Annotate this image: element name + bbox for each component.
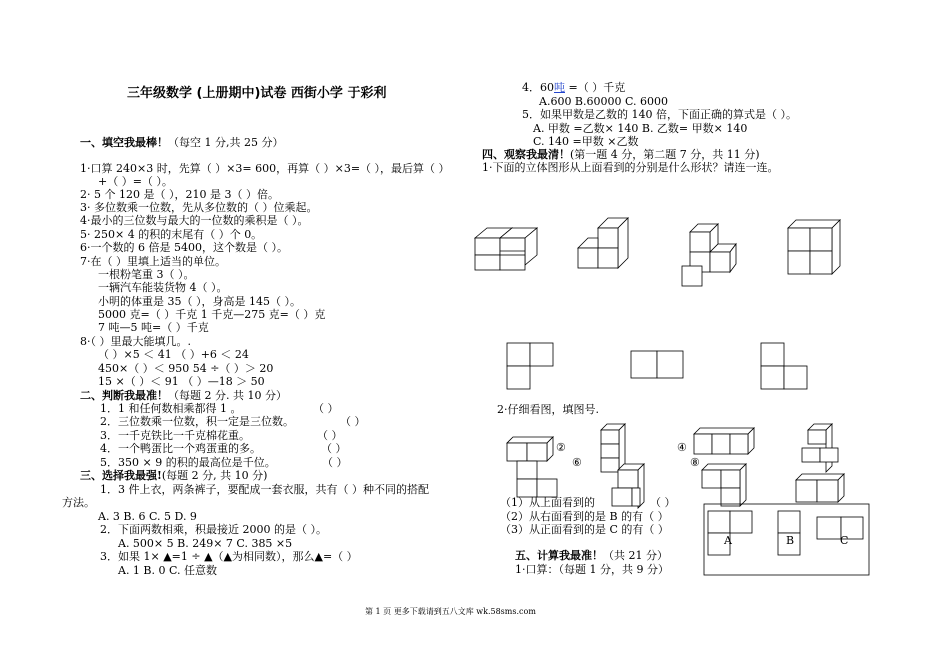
- section-3-title: 三、选择我最强!: [80, 469, 162, 482]
- choice-q4-options: A.600 B.60000 C. 6000: [539, 95, 669, 108]
- section-2-title: 二、判断我最准！: [80, 389, 168, 402]
- choice-q4-pre: 4．60: [522, 81, 554, 94]
- fill-answer-1: [500, 496, 595, 509]
- judge-item: 5．350 × 9 的积的最高位是千位。: [100, 456, 276, 469]
- choice-q1-cont: 方法。: [62, 496, 95, 509]
- judge-item: 3．一千克铁比一千克棉花重。: [100, 429, 250, 442]
- circled-number-2: ②: [556, 441, 566, 454]
- solid-figure-2: [574, 212, 634, 274]
- option-label-b: B: [786, 534, 795, 547]
- page-footer: 第 1 页 更多下载请到五八文库 wk.58sms.com: [365, 607, 536, 616]
- judge-mark: （ ）: [313, 402, 339, 415]
- circled-number-4: ④: [677, 441, 687, 454]
- judge-mark: （ ）: [321, 442, 347, 455]
- section-1-title: 一、填空我最棒！: [80, 136, 168, 149]
- section-4-heading: [482, 148, 760, 161]
- block-figure-6: [608, 460, 650, 512]
- section-2-heading: [80, 389, 287, 402]
- plan-shape-2: [629, 349, 687, 381]
- q8-item: （ ）×5 ＜ 41 （ ）+6 ＜ 24: [98, 348, 249, 361]
- section-3-note: (每题 2 分, 共 10 分): [161, 469, 268, 482]
- page-title: 三年级数学 (上册期中)试卷 西街小学 于彩利: [127, 86, 387, 101]
- q8-line: 8·（ ）里最大能填几。.: [80, 335, 191, 348]
- choice-q3-options: A. 1 B. 0 C. 任意数: [118, 564, 218, 577]
- q7-item: 5000 克=（ ）千克 1 千克—275 克=（ ）克: [98, 308, 326, 321]
- solid-figure-1: [470, 210, 540, 275]
- q8-item: 15 ×（ ）＜ 91 （ ）—18 ＞ 50: [98, 375, 265, 388]
- section-5-note: （共 21 分）: [603, 549, 668, 562]
- observe-q1: 1·下面的立体图形从上面看到的分别是什么形状？请连一连。: [482, 161, 779, 174]
- plan-shape-3: [759, 341, 811, 391]
- choice-q4: [522, 81, 625, 94]
- section-2-note: （每题 2 分. 共 10 分）: [168, 389, 287, 402]
- fill-answer-2: （2）从右面看到的是 B 的有（ ）: [500, 510, 669, 523]
- solid-figure-3: [678, 220, 740, 288]
- q4-line: 4·最小的三位数与最大的一位数的乘积是（ ）。: [80, 214, 309, 227]
- block-figure-1: [503, 433, 555, 505]
- choice-q4-link[interactable]: 吨: [554, 81, 565, 94]
- section-1-note: （每空 1 分,共 25 分）: [168, 136, 284, 149]
- fill-answer-3: （3）从正面看到的是 C 的有（ ）: [500, 523, 669, 536]
- q5-line: 5· 250× 4 的积的末尾有（ ）个 0。: [80, 228, 263, 241]
- observe-q2: 2·仔细看图，填图号.: [497, 403, 599, 416]
- fill-answer-1-text: （1）从上面看到的: [500, 496, 595, 509]
- judge-item: 1．1 和任何数相乘都得 1 。: [100, 402, 242, 415]
- q7-item: 小明的体重是 35（ ），身高是 145（ ）。: [98, 295, 301, 308]
- judge-item: 4．一个鸭蛋比一个鸡蛋重的多。: [100, 442, 261, 455]
- plan-shape-1: [505, 341, 557, 391]
- q1-line: 1·口算 240×3 时，先算（ ）×3= 600，再算（ ）×3=（ ），最后算（ ）: [80, 162, 450, 175]
- choice-q5: 5．如果甲数是乙数的 140 倍，下面正确的算式是（ ）。: [522, 108, 797, 121]
- section-5-heading: [515, 549, 668, 562]
- judge-item: 2．三位数乘一位数，积一定是三位数。: [100, 415, 294, 428]
- option-label-c: C: [840, 534, 849, 547]
- section-4-note: (第一题 4 分，第二题 7 分，共 11 分): [570, 148, 760, 161]
- choice-q4-post: =（ ）千克: [565, 81, 626, 94]
- choice-q2: 2．下面两数相乘，积最接近 2000 的是（ ）。: [100, 523, 327, 536]
- circled-number-6: ⑥: [572, 456, 582, 469]
- choice-q5-options-1: A. 甲数 =乙数× 140 B. 乙数= 甲数× 140: [533, 122, 748, 135]
- q7-line: 7·在（ ）里填上适当的单位。: [80, 255, 226, 268]
- q3-line: 3· 多位数乘一位数，先从多位数的（ ）位乘起。: [80, 201, 318, 214]
- choice-q1-options: A. 3 B. 6 C. 5 D. 9: [98, 510, 197, 523]
- q7-item: 7 吨—5 吨=（ ）千克: [98, 321, 209, 334]
- judge-mark: （ ）: [322, 456, 348, 469]
- option-label-a: A: [724, 534, 732, 547]
- judge-mark: （ ）: [340, 415, 366, 428]
- section-1-heading: [80, 136, 283, 149]
- q1-line-cont: +（ ）=（ ）。: [98, 175, 173, 188]
- section-5-title: 五、计算我最准！: [515, 549, 603, 562]
- calc-q1: 1·口算：（每题 1 分，共 9 分）: [515, 563, 669, 576]
- choice-q3: 3．如果 1× ▲=1 ÷ ▲（▲为相同数），那么▲=（ ）: [100, 550, 358, 563]
- q7-item: 一辆汽车能装货物 4（ ）。: [98, 281, 228, 294]
- q6-line: 6·一个数的 6 倍是 5400，这个数是（ ）。: [80, 241, 288, 254]
- section-4-title: 四、观察我最清！: [482, 148, 570, 161]
- section-3-heading: [80, 469, 267, 482]
- circled-number-8: ⑧: [690, 456, 700, 469]
- q8-item: 450×（ ）＜ 950 54 ÷（ ）＞ 20: [98, 362, 274, 375]
- q2-line: 2· 5 个 120 是（ ），210 是 3（ ）倍。: [80, 188, 279, 201]
- solid-figure-4: [782, 216, 846, 278]
- block-figure-4: [690, 424, 760, 460]
- choice-q1: 1．3 件上衣，两条裤子，要配成一套衣服，共有（ ）种不同的搭配: [100, 483, 429, 496]
- choice-q2-options: A. 500× 5 B. 249× 7 C. 385 ×5: [118, 537, 293, 550]
- choice-q5-options-2: C. 140 =甲数 ×乙数: [533, 135, 639, 148]
- fill-answer-1-blank: （ ）: [650, 496, 676, 509]
- q7-item: 一根粉笔重 3（ ）。: [98, 268, 195, 281]
- judge-mark: （ ）: [317, 429, 343, 442]
